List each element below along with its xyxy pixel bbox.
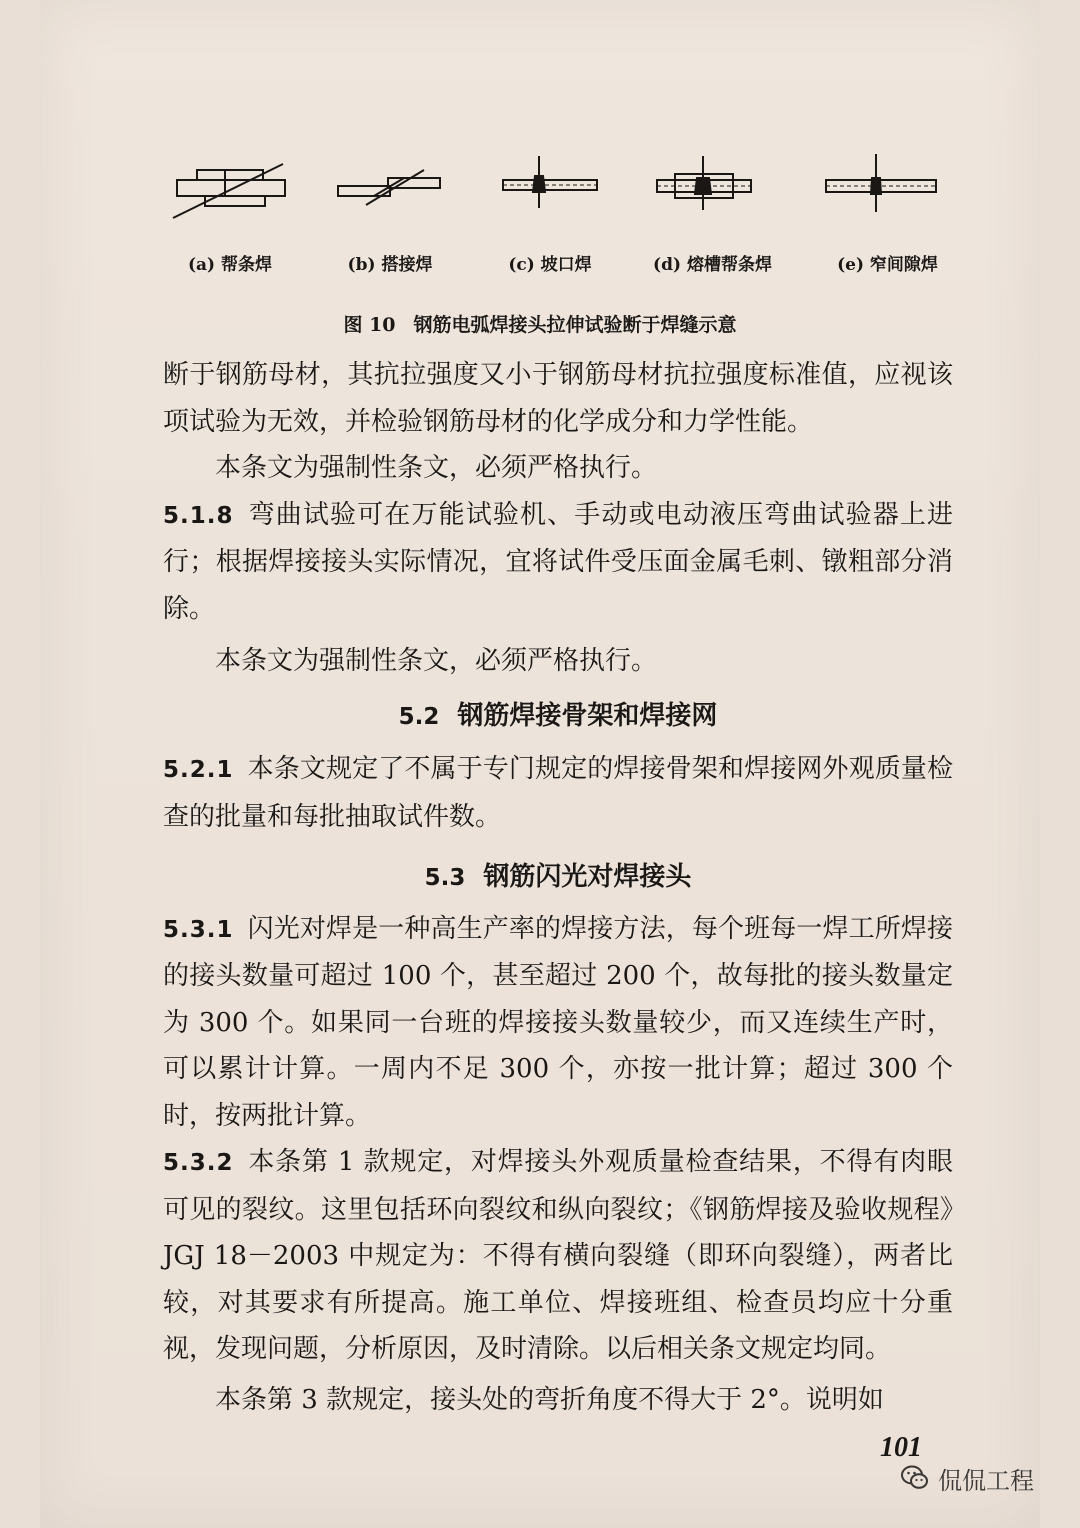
- section-5-3-2: [163, 1139, 953, 1373]
- heading-title: 钢筋闪光对焊接头: [483, 862, 692, 892]
- strap-weld-diagram: [165, 150, 295, 245]
- section-heading-5-2: [163, 693, 953, 741]
- paragraph-mandatory-note-1: 本条文为强制性条文，必须严格执行。: [215, 453, 658, 483]
- section-number: 5.2.1: [163, 757, 234, 783]
- section-text: 本条文规定了不属于专门规定的焊接骨架和焊接网外观质量检查的批量和每批抽取试件数。: [163, 754, 953, 832]
- figure-caption-text: 钢筋电弧焊接头拉伸试验断于焊缝示意: [413, 314, 737, 336]
- weld-figure: [165, 150, 955, 290]
- paragraph-bend-angle: 本条第 3 款规定，接头处的弯折角度不得大于 2°。说明如: [215, 1384, 884, 1415]
- section-5-2-1: [163, 746, 953, 840]
- figure-label-d: (d) 熔槽帮条焊: [653, 255, 772, 275]
- figure-item-a: [165, 150, 295, 290]
- lap-weld-diagram: [330, 150, 450, 245]
- heading-number: 5.3: [424, 865, 466, 891]
- figure-label-b: (b) 搭接焊: [347, 255, 433, 275]
- wechat-watermark: [900, 1458, 1034, 1498]
- figure-label-c: (c) 坡口焊: [508, 255, 592, 275]
- wechat-icon: [900, 1464, 930, 1492]
- section-text: 闪光对焊是一种高生产率的焊接方法，每个班每一焊工所焊接的接头数量可超过 100 个，甚至超过 200 个，故每批的接头数量定为 300 个。如果同一台班的焊接接头数量较少，而又连续生产时，可以累计计算。一周内不足 300 个，亦按一批计算；超过 300 个时，按两批计算。: [163, 913, 953, 1131]
- narrow-gap-weld-diagram: [820, 150, 955, 245]
- heading-title: 钢筋焊接骨架和焊接网: [457, 700, 718, 731]
- figure-item-d: [645, 150, 780, 290]
- section-text: 本条第 1 款规定，对焊接头外观质量检查结果，不得有肉眼可见的裂纹。这里包括环向裂纹和纵向裂纹；《钢筋焊接及验收规程》JGJ 18－2003 中规定为：不得有横向裂缝（即环向裂缝），两者比较，对其要求有所提高。施工单位、焊接班组、检查员均应十分重视，发现问题，分析原因，及时清除。以后相关条文规定均同。: [163, 1147, 953, 1364]
- paragraph-continuation: 断于钢筋母材，其抗拉强度又小于钢筋母材抗拉强度标准值，应视该项试验为无效，并检验钢筋母材的化学成分和力学性能。: [163, 360, 953, 437]
- section-5-1-8: [163, 492, 953, 633]
- section-number: 5.3.2: [163, 1150, 234, 1176]
- paragraph-mandatory-note-2: 本条文为强制性条文，必须严格执行。: [215, 646, 658, 676]
- trough-weld-diagram: [645, 150, 780, 245]
- figure-caption: [0, 310, 1080, 337]
- section-number: 5.3.1: [163, 916, 234, 943]
- figure-label-e: (e) 窄间隙焊: [837, 255, 938, 275]
- body-text: [163, 352, 953, 1423]
- figure-caption-number: 图 10: [343, 314, 396, 336]
- figure-label-a: (a) 帮条焊: [187, 255, 273, 275]
- section-5-3-1: [163, 906, 953, 1140]
- section-heading-5-3: [163, 854, 953, 902]
- figure-item-c: [495, 150, 605, 290]
- figure-item-b: [330, 150, 450, 290]
- watermark-text: 侃侃工程: [938, 1466, 1034, 1495]
- groove-weld-diagram: [495, 150, 605, 245]
- section-number: 5.1.8: [163, 502, 234, 529]
- page-number: 101: [880, 1432, 922, 1463]
- section-text: 弯曲试验可在万能试验机、手动或电动液压弯曲试验器上进行；根据焊接接头实际情况，宜将试件受压面金属毛刺、镦粗部分消除。: [163, 499, 953, 624]
- figure-item-e: [820, 150, 955, 290]
- heading-number: 5.2: [398, 703, 440, 730]
